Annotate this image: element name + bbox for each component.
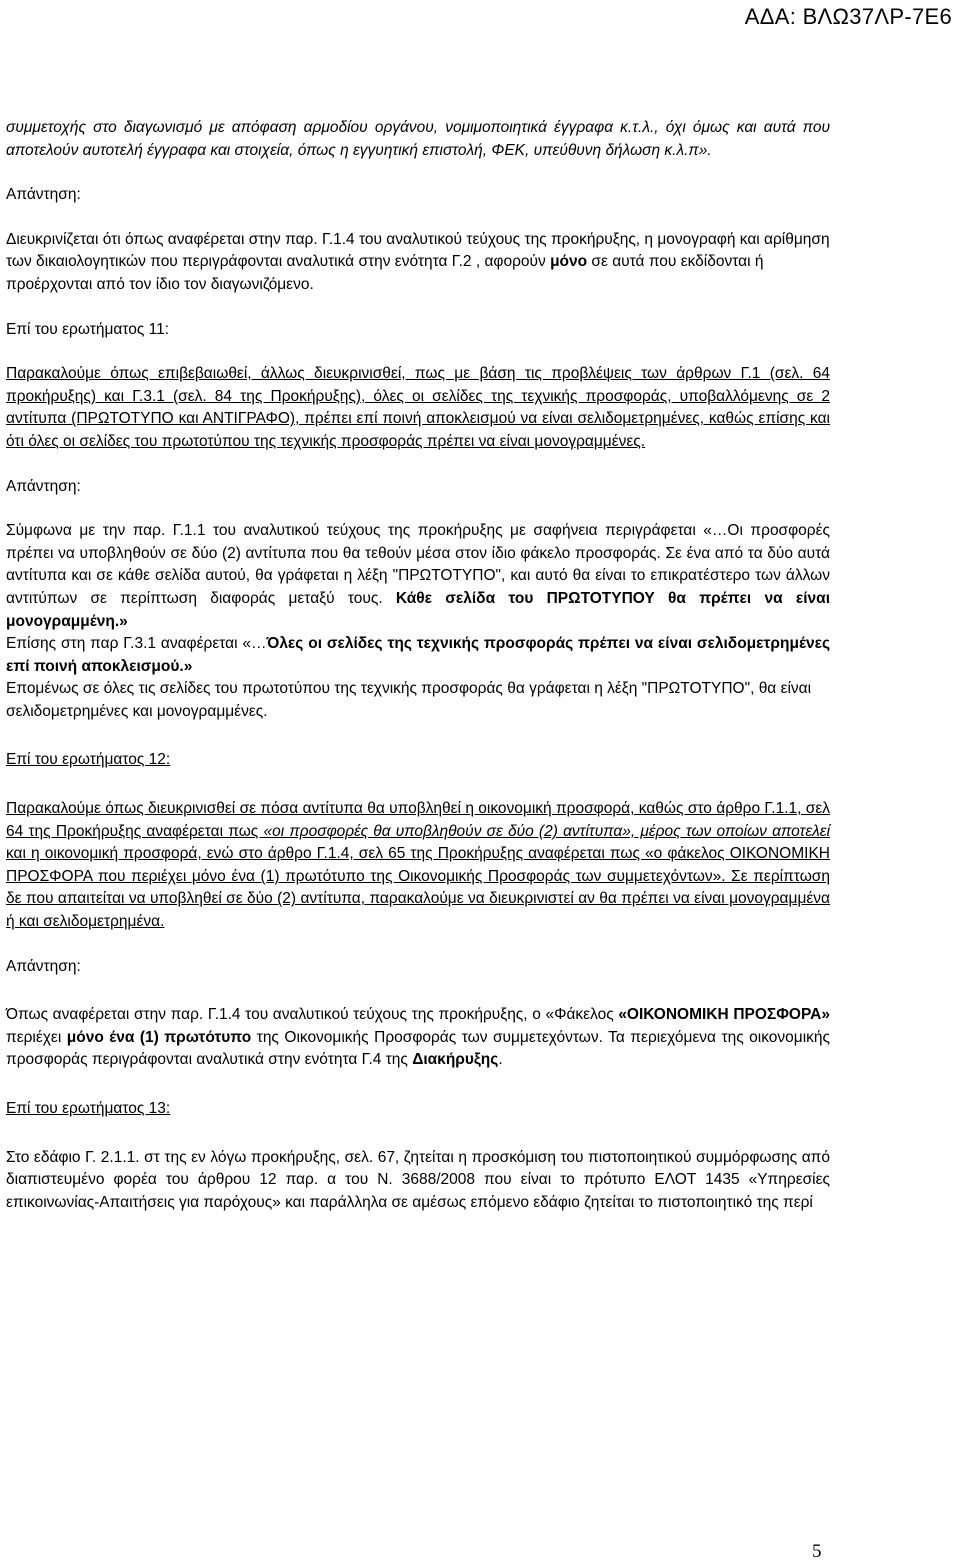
q13-heading: Επί του ερωτήματος 13: bbox=[6, 1100, 171, 1117]
q11-question: Παρακαλούμε όπως επιβεβαιωθεί, άλλως διευκρινισθεί, πως με βάση τις προβλέψεις των άρθρων Γ.1 (σελ. 64 προκήρυξης) και Γ.3.1 (σελ. 84 της Προκήρυξης), όλες οι σελίδες της τεχνικής προσφοράς, υποβαλλόμενης σε 2 αντίτυπα (ΠΡΩΤΟΤΥΠΟ και ΑΝΤΙΓΡΑΦΟ), πρέπει επί ποινή αποκλεισμού να είναι σελιδομετρημένες, καθώς επίσης και ότι όλες οι σελίδες του πρωτοτύπου της τεχνικής προσφοράς πρέπει να είναι μονογραμμένες. bbox=[6, 365, 830, 450]
answer10-text-2: σε αυτά που εκδίδονται ή προέρχονται από τον ίδιο τον διαγωνιζόμενο. bbox=[6, 253, 764, 293]
q11-answer-paragraph-1 bbox=[6, 520, 830, 633]
q12-answer-bold-3: Διακήρυξης bbox=[412, 1051, 499, 1069]
q12-question bbox=[6, 798, 830, 934]
answer10-text-1: Διευκρινίζεται ότι όπως αναφέρεται στην παρ. Γ.1.4 του αναλυτικού τεύχους της προκήρυξης, η μονογραφή και αρίθμηση των δικαιολογητικών που περιγράφονται αναλυτικά στην ενότητα Γ.2 , αφορούν bbox=[6, 230, 830, 271]
answer10-paragraph bbox=[6, 229, 830, 297]
q11-heading: Επί του ερωτήματος 11: bbox=[6, 320, 170, 338]
answer10-bold: μόνο bbox=[550, 253, 588, 271]
q12-answer-label: Απάντηση: bbox=[6, 957, 81, 975]
q12-answer-bold-2: μόνο ένα (1) πρωτότυπο bbox=[66, 1028, 252, 1046]
q13-paragraph: Στο εδάφιο Γ. 2.1.1. στ της εν λόγω προκήρυξης, σελ. 67, ζητείται η προσκόμιση του πιστοποιητικού συμμόρφωσης από διαπιστευμένο φορέα του άρθρου 12 παρ. α του Ν. 3688/2008 που είναι το πρότυπο ΕΛΟΤ 1435 «Υπηρεσίες επικοινωνίας-Απαιτήσεις για παρόχους» και παράλληλα σε αμέσως επόμενο εδάφιο ζητείται το πιστοποιητικό της περί bbox=[6, 1148, 830, 1211]
answer10-label: Απάντηση: bbox=[6, 186, 81, 204]
q12-answer-paragraph bbox=[6, 1004, 830, 1072]
q12-answer-bold-1: «ΟΙΚΟΝΟΜΙΚΗ ΠΡΟΣΦΟΡΑ» bbox=[618, 1006, 830, 1024]
q11-answer-quote-end-2: » bbox=[183, 657, 193, 675]
document-body bbox=[6, 117, 830, 1214]
q12-question-italic: «οι προσφορές θα υποβληθούν σε δύο (2) αντίτυπα», μέρος των οποίων αποτελεί bbox=[263, 822, 831, 840]
q11-answer-bold-1: Κάθε σελίδα του ΠΡΩΤΟΤΥΠΟΥ θα πρέπει να είναι μονογραμμένη. bbox=[6, 589, 831, 630]
q11-answer-bold-2: Όλες οι σελίδες της τεχνικής προσφοράς πρέπει να είναι σελιδομετρημένες επί ποινή αποκλεισμού. bbox=[6, 635, 830, 675]
q12-answer-text-4: . bbox=[498, 1051, 503, 1069]
q11-answer-text-2: Επίσης στη παρ Γ.3.1 αναφέρεται «… bbox=[6, 635, 267, 653]
q11-answer-paragraph-2 bbox=[6, 633, 830, 678]
intro-paragraph: συμμετοχής στο διαγωνισμό με απόφαση αρμοδίου οργάνου, νομιμοποιητικά έγγραφα κ.τ.λ., όχι όμως και αυτά που αποτελούν αυτοτελή έγγραφα και στοιχεία, όπως η εγγυητική επιστολή, ΦΕΚ, υπεύθυνη δήλωση κ.λ.π». bbox=[6, 119, 830, 159]
q12-answer-text-1: Όπως αναφέρεται στην παρ. Γ.1.4 του αναλυτικού τεύχους της προκήρυξης, ο «Φάκελος bbox=[6, 1006, 619, 1024]
q12-heading: Επί του ερωτήματος 12: bbox=[6, 751, 171, 769]
q12-answer-text-2: περιέχει bbox=[6, 1028, 67, 1046]
page-number: 5 bbox=[812, 1541, 822, 1562]
q12-question-text-2: και η οικονομική προσφορά, ενώ στο άρθρο Γ.1.4, σελ 65 της Προκήρυξης αναφέρεται πως «ο φάκελος ΟΙΚΟΝΟΜΙΚΗ ΠΡΟΣΦΟΡΑ που περιέχει μόνο ένα (1) πρωτότυπο της Οικονομικής Προσφοράς των συμμετεχόντων». Σε περίπτωση δε που απαιτείται να υποβληθεί σε δύο (2) αντίτυπα, παρακαλούμε να διευκρινιστεί αν θα πρέπει να είναι μονογραμμένα ή και σελιδομετρημένα. bbox=[6, 845, 830, 931]
q11-answer-text-1: Σύμφωνα με την παρ. Γ.1.1 του αναλυτικού τεύχους της προκήρυξης με σαφήνεια περιγράφεται «…Οι προσφορές πρέπει να υποβληθούν σε δύο (2) αντίτυπα που θα τεθούν μέσα στον ίδιο φάκελο προσφοράς. Σε ένα από τα δύο αυτά αντίτυπα και σε κάθε σελίδα αυτού, θα γράφεται η λέξη "ΠΡΩΤΟΤΥΠΟ", και αυτό θα είναι το επικρατέστερο των άλλων αντιτύπων σε περίπτωση διαφοράς μεταξύ τους. bbox=[6, 522, 830, 607]
q12-answer-text-3: της Οικονομικής Προσφοράς των συμμετεχόντων. Τα περιεχόμενα της οικονομικής προσφοράς περιγράφονται αναλυτικά στην ενότητα Γ.4 της bbox=[6, 1028, 830, 1069]
q12-question-text-1: Παρακαλούμε όπως διευκρινισθεί σε πόσα αντίτυπα θα υποβληθεί η οικονομική προσφορά, καθώς στο άρθρο Γ.1.1, σελ 64 της Προκήρυξης αναφέρεται πως bbox=[6, 800, 830, 840]
q11-answer-quote-end-1: » bbox=[119, 612, 128, 630]
q11-answer-label: Απάντηση: bbox=[6, 477, 81, 495]
ada-code: ΑΔΑ: ΒΛΩ37ΛΡ-7Ε6 bbox=[744, 4, 952, 29]
q11-answer-paragraph-3: Επομένως σε όλες τις σελίδες του πρωτοτύπου της τεχνικής προσφοράς θα γράφεται η λέξη "ΠΡΩΤΟΤΥΠΟ", θα είναι σελιδομετρημένες και μονογραμμένες. bbox=[6, 680, 812, 720]
